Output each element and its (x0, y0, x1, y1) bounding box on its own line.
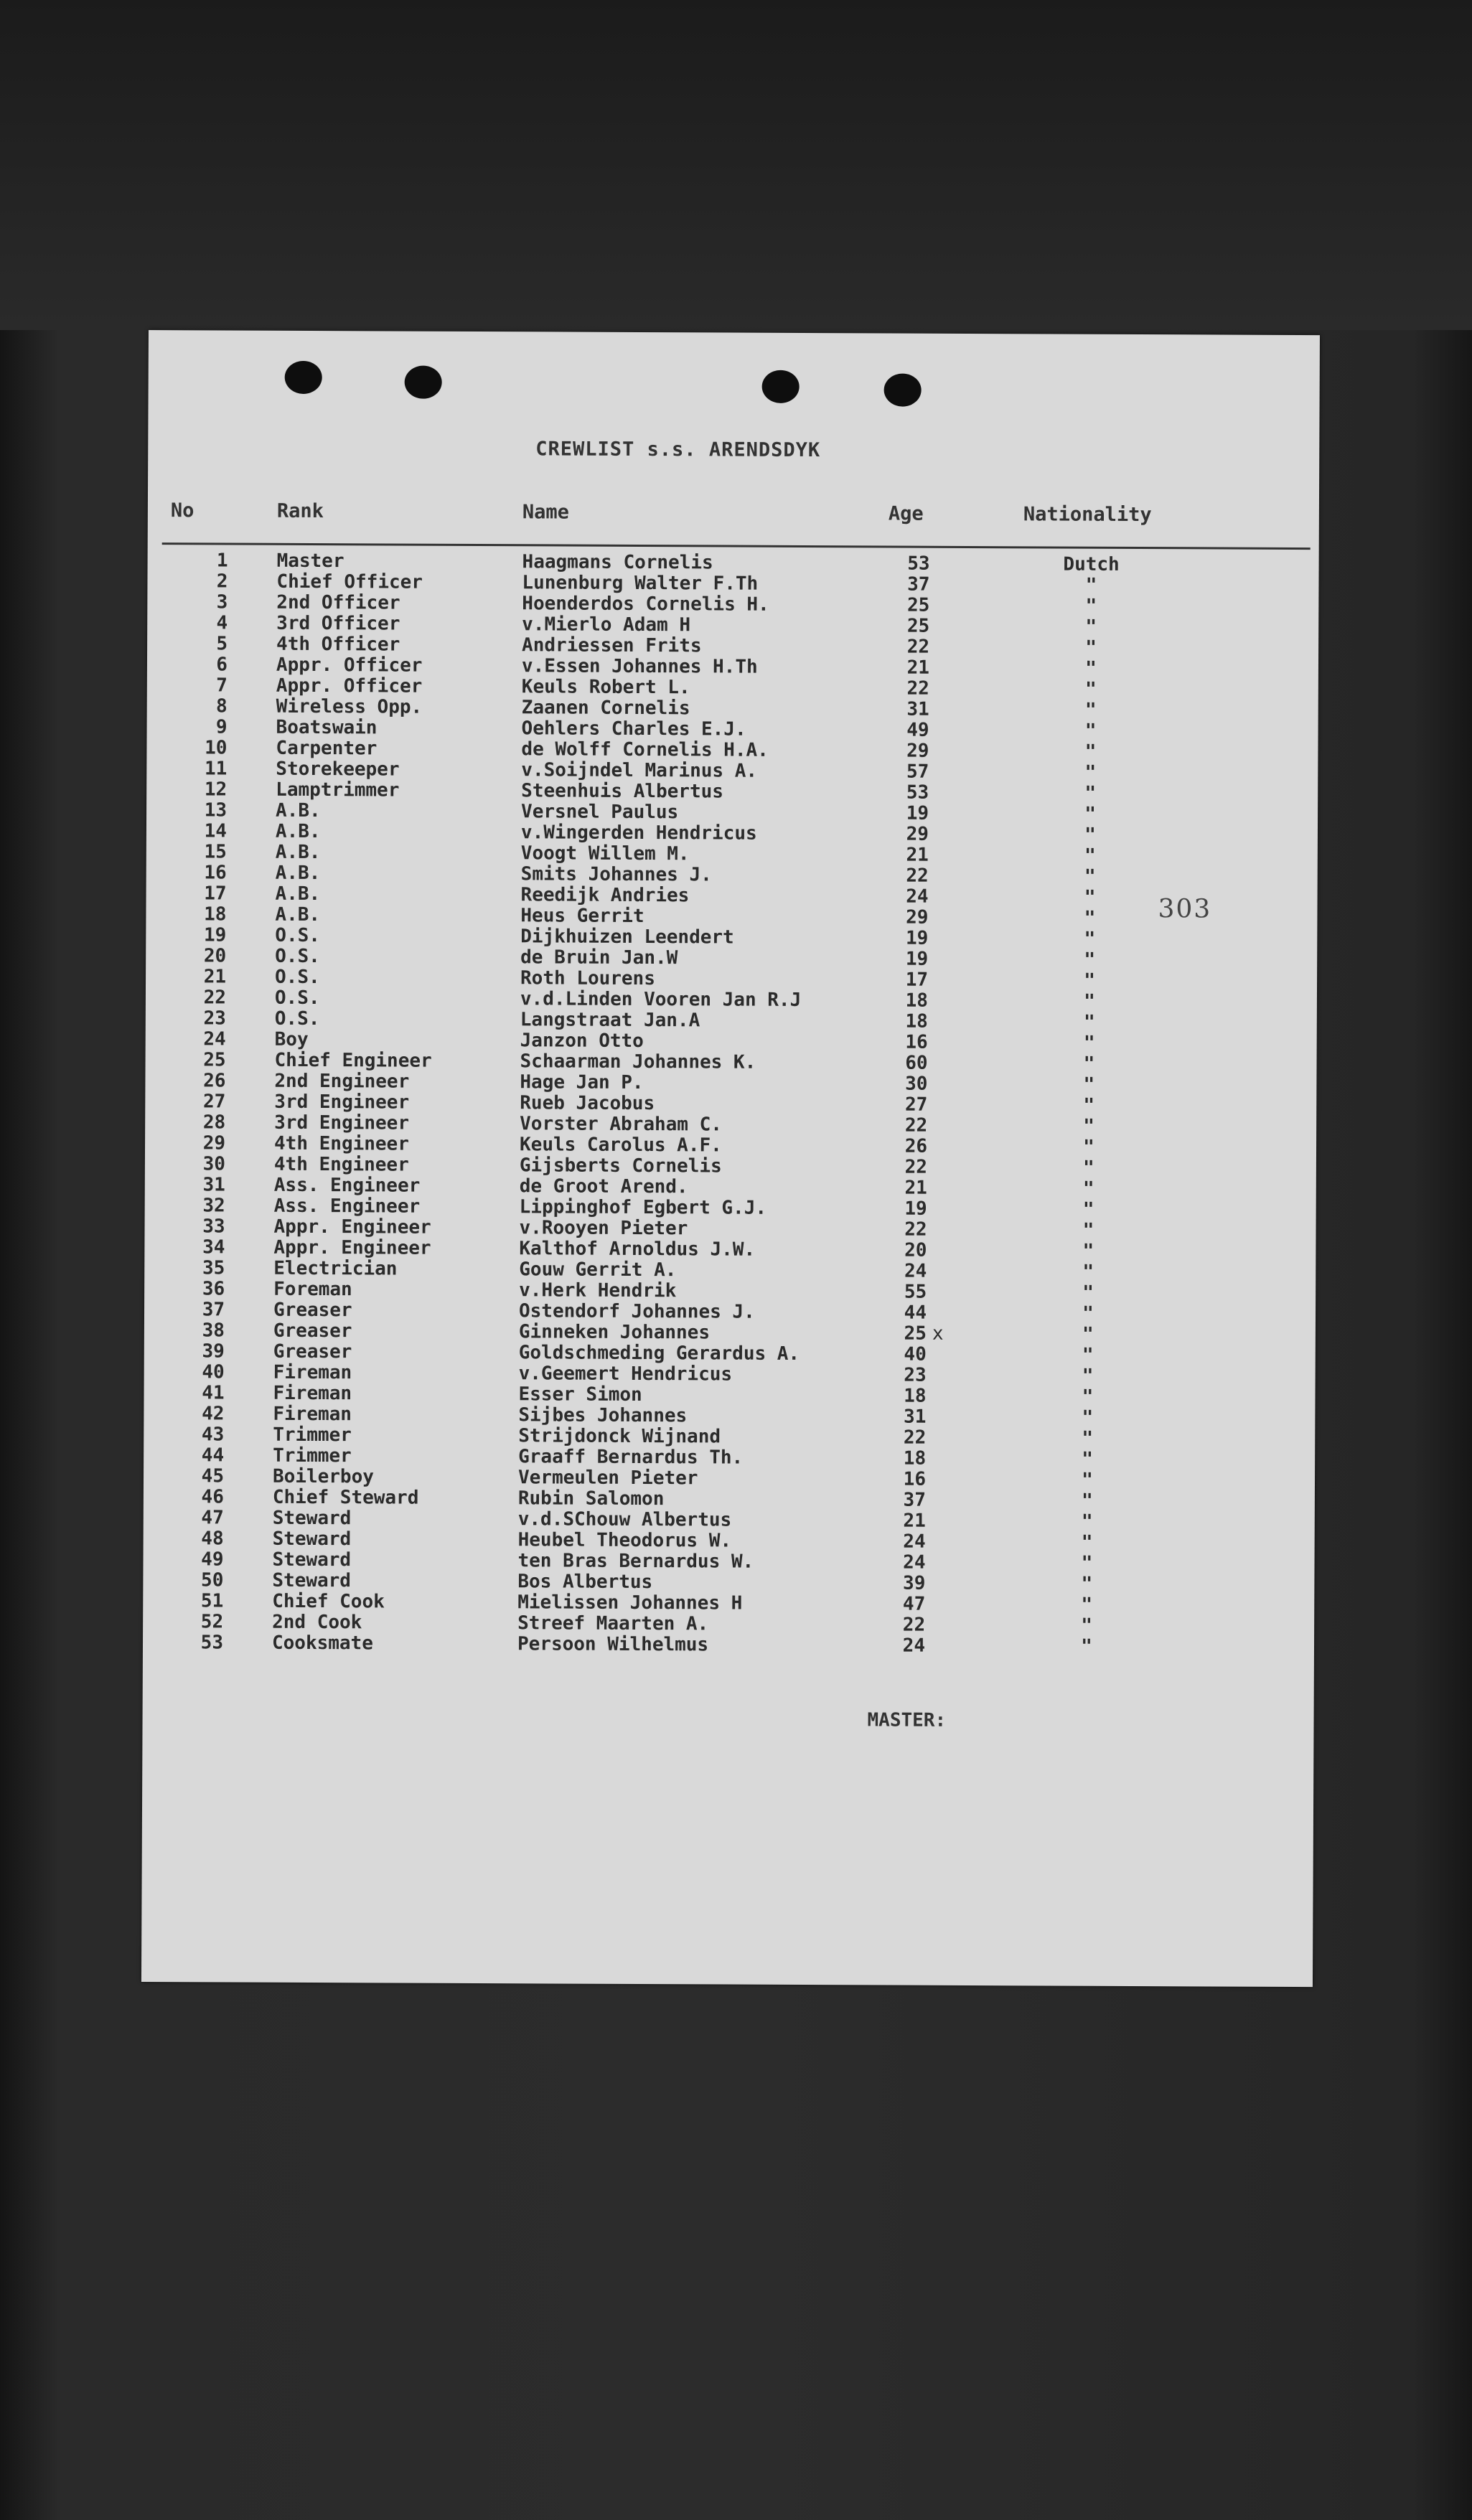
row-age: 22 (904, 1218, 927, 1241)
row-name: Smits Johannes J. (520, 863, 712, 886)
row-nationality: " (1082, 1219, 1094, 1241)
row-age: 53 (906, 781, 929, 804)
row-name: v.Mierlo Adam H (522, 613, 691, 636)
row-nationality: " (1082, 1177, 1094, 1200)
row-age: 29 (906, 823, 929, 845)
row-nationality: " (1082, 1240, 1094, 1262)
row-name: Graaff Bernardus Th. (518, 1446, 744, 1469)
row-age: 40 (904, 1343, 927, 1365)
row-number: 18 (204, 903, 227, 926)
row-rank: Steward (272, 1548, 352, 1571)
row-rank: O.S. (274, 1007, 320, 1030)
row-rank: Steward (272, 1569, 352, 1592)
row-rank: Boilerboy (272, 1465, 374, 1488)
row-nationality: " (1081, 1510, 1093, 1533)
row-rank: Appr. Engineer (273, 1236, 431, 1259)
row-rank: Carpenter (276, 737, 378, 760)
row-age: 19 (904, 1198, 927, 1220)
row-rank: A.B. (275, 883, 321, 906)
row-nationality: " (1083, 1157, 1094, 1179)
row-nationality: " (1084, 845, 1096, 867)
row-number: 47 (201, 1507, 224, 1529)
row-number: 24 (203, 1028, 226, 1050)
row-rank: Master (276, 550, 344, 573)
row-number: 27 (202, 1091, 226, 1113)
row-nationality: " (1082, 1448, 1094, 1470)
row-number: 52 (200, 1611, 224, 1633)
row-age: 49 (906, 719, 929, 741)
row-name: v.Herk Hendrik (519, 1279, 677, 1302)
row-age: 18 (903, 1447, 927, 1470)
row-nationality: " (1081, 1614, 1093, 1637)
row-name: Haagmans Cornelis (522, 551, 713, 574)
row-age: 29 (906, 740, 929, 762)
row-nationality: " (1082, 1198, 1094, 1221)
row-number: 4 (216, 612, 228, 634)
row-age: 21 (906, 844, 929, 866)
row-name: Versnel Paulus (521, 801, 679, 824)
row-name: Lunenburg Walter F.Th (522, 572, 759, 595)
row-nationality: " (1082, 1302, 1094, 1325)
row-rank: Storekeeper (276, 758, 400, 781)
row-age: 22 (906, 677, 929, 700)
row-rank: Greaser (273, 1299, 352, 1322)
row-number: 48 (201, 1528, 224, 1550)
row-age: 18 (904, 1385, 927, 1407)
row-rank: A.B. (275, 903, 321, 926)
row-rank: Wireless Opp. (276, 695, 423, 718)
row-age: 24 (906, 885, 929, 908)
row-name: Ginneken Johannes (518, 1321, 711, 1344)
row-age: 22 (906, 865, 929, 887)
header-no: No (170, 499, 194, 522)
row-age: 20 (904, 1239, 927, 1261)
crew-table (143, 550, 1319, 1658)
row-age: 25 (904, 1322, 927, 1345)
row-number: 45 (201, 1465, 225, 1487)
row-name: de Wolff Cornelis H.A. (521, 738, 769, 761)
row-number: 21 (203, 966, 227, 988)
row-name: Gijsberts Cornelis (519, 1155, 722, 1177)
row-age: 22 (904, 1114, 928, 1137)
row-number: 40 (202, 1361, 225, 1383)
row-age: 16 (905, 1031, 928, 1053)
row-nationality: " (1084, 678, 1097, 700)
row-rank: A.B. (275, 862, 321, 885)
row-number: 29 (202, 1132, 226, 1155)
row-number: 16 (204, 862, 227, 884)
row-nationality: " (1082, 1469, 1093, 1491)
row-rank: O.S. (275, 966, 320, 989)
row-rank: Boy (274, 1028, 309, 1050)
row-rank: A.B. (275, 820, 321, 843)
row-age: 16 (903, 1468, 927, 1490)
row-rank: 3rd Engineer (274, 1111, 410, 1134)
row-name: Voogt Willem M. (520, 842, 690, 865)
row-rank: O.S. (275, 945, 320, 968)
row-age: 24 (903, 1531, 926, 1553)
row-age: 22 (903, 1426, 927, 1449)
row-nationality: " (1083, 1053, 1095, 1075)
row-nationality: " (1084, 928, 1096, 950)
row-nationality: " (1081, 1490, 1093, 1512)
row-rank: 3rd Officer (276, 612, 400, 635)
header-nationality: Nationality (1023, 503, 1152, 527)
row-name: Oehlers Charles E.J. (521, 718, 746, 741)
row-number: 37 (202, 1299, 225, 1321)
row-number: 20 (203, 945, 227, 967)
row-name: v.d.SChouw Albertus (517, 1508, 732, 1531)
row-number: 14 (204, 820, 228, 842)
row-nationality: " (1082, 1427, 1094, 1449)
row-name: de Groot Arend. (519, 1175, 688, 1198)
row-rank: Lamptrimmer (276, 779, 400, 801)
row-rank: Foreman (273, 1278, 352, 1301)
row-number: 41 (202, 1382, 225, 1404)
row-number: 33 (202, 1216, 225, 1238)
row-age: 37 (907, 573, 930, 596)
row-name: Streef Maarten A. (517, 1612, 709, 1635)
row-number: 51 (200, 1590, 224, 1612)
row-name: Schaarman Johannes K. (520, 1050, 756, 1073)
row-nationality: " (1085, 574, 1097, 596)
row-number: 1 (216, 550, 228, 572)
row-number: 34 (202, 1236, 225, 1259)
row-nationality: " (1084, 990, 1095, 1012)
row-nationality: " (1084, 761, 1097, 784)
row-nationality: " (1083, 1136, 1094, 1158)
row-rank: Fireman (273, 1361, 352, 1384)
row-age: 22 (902, 1614, 926, 1636)
row-name: v.Wingerden Hendricus (520, 822, 757, 845)
punch-hole (405, 366, 442, 399)
row-nationality: " (1084, 741, 1097, 763)
row-nationality: " (1085, 595, 1097, 617)
scan-top-shadow (0, 0, 1472, 330)
document-sheet (141, 330, 1320, 1987)
row-age: 21 (904, 1177, 927, 1199)
row-rank: Steward (272, 1528, 352, 1551)
row-name: Keuls Carolus A.F. (519, 1134, 722, 1157)
row-nationality: " (1084, 865, 1096, 888)
row-age: 17 (905, 969, 929, 991)
row-number: 30 (202, 1153, 225, 1175)
row-rank: Trimmer (273, 1444, 352, 1467)
row-number: 17 (204, 883, 227, 905)
row-rank: Greaser (273, 1340, 352, 1363)
row-number: 28 (202, 1111, 226, 1134)
row-age: 21 (906, 657, 930, 679)
row-age: 44 (904, 1302, 927, 1324)
row-nationality: " (1082, 1344, 1094, 1366)
row-rank: Trimmer (273, 1424, 352, 1447)
row-name: Kalthof Arnoldus J.W. (519, 1238, 756, 1261)
row-rank: 3rd Engineer (274, 1091, 410, 1114)
row-name: v.Essen Johannes H.Th (521, 655, 758, 678)
row-number: 10 (205, 737, 228, 759)
row-number: 43 (201, 1424, 225, 1446)
row-rank: Fireman (273, 1403, 352, 1426)
row-nationality: " (1082, 1406, 1094, 1429)
row-nationality: " (1082, 1365, 1094, 1387)
row-name: Keuls Robert L. (521, 676, 690, 699)
row-nationality: Dutch (1063, 553, 1120, 575)
header-rank: Rank (276, 499, 324, 523)
row-name: v.Rooyen Pieter (519, 1217, 688, 1240)
row-name: Lippinghof Egbert G.J. (519, 1196, 767, 1219)
row-number: 11 (204, 758, 228, 780)
row-nationality: " (1085, 636, 1097, 659)
row-number: 5 (216, 633, 228, 655)
row-age: 24 (903, 1551, 926, 1574)
row-number: 12 (204, 779, 228, 801)
row-name: Langstraat Jan.A (520, 1009, 700, 1032)
row-number: 8 (215, 695, 228, 718)
row-number: 6 (216, 654, 228, 676)
row-age: 47 (902, 1593, 926, 1615)
row-nationality: " (1084, 969, 1095, 992)
row-number: 2 (216, 570, 228, 593)
row-name: de Bruin Jan.W (520, 946, 678, 969)
row-rank: Appr. Officer (276, 654, 423, 677)
row-rank: 2nd Engineer (274, 1070, 410, 1093)
punch-hole (285, 361, 322, 394)
page-stamp: 303 (1158, 894, 1212, 924)
row-name: Heubel Theodorus W. (517, 1529, 732, 1552)
row-name: v.Geemert Hendricus (518, 1363, 733, 1386)
row-nationality: " (1084, 949, 1096, 971)
row-age: 22 (906, 636, 930, 658)
row-number: 32 (202, 1195, 225, 1217)
row-number: 38 (202, 1320, 225, 1342)
row-number: 46 (201, 1486, 224, 1508)
punch-hole (762, 370, 800, 403)
row-name: Andriessen Frits (522, 634, 702, 657)
header-name: Name (522, 501, 569, 524)
row-nationality: " (1083, 1094, 1095, 1116)
row-name: Vermeulen Pieter (517, 1467, 698, 1490)
row-rank: Ass. Engineer (273, 1174, 421, 1197)
row-name: Roth Lourens (520, 967, 655, 990)
row-age: 30 (905, 1073, 928, 1095)
row-age: 18 (905, 989, 928, 1012)
row-age: 39 (903, 1572, 926, 1594)
row-nationality: " (1081, 1573, 1093, 1595)
row-age: 21 (903, 1510, 926, 1532)
row-rank: Cooksmate (271, 1632, 373, 1655)
row-number: 53 (200, 1632, 224, 1654)
row-number: 25 (203, 1049, 226, 1071)
row-number: 15 (204, 841, 227, 863)
row-rank: A.B. (276, 799, 321, 822)
row-nationality: " (1084, 907, 1096, 929)
row-nationality: " (1081, 1552, 1093, 1574)
row-age: 19 (905, 948, 929, 970)
row-number: 23 (203, 1007, 226, 1030)
row-age: 29 (906, 906, 929, 928)
row-name: Hoenderdos Cornelis H. (522, 593, 769, 616)
row-number: 7 (216, 674, 228, 697)
row-name: Bos Albertus (517, 1571, 653, 1594)
master-signature-label: MASTER: (867, 1709, 947, 1731)
row-number: 49 (201, 1548, 224, 1571)
row-nationality: " (1084, 782, 1097, 804)
row-rank: 4th Engineer (273, 1132, 409, 1155)
row-name: v.d.Linden Vooren Jan R.J (520, 988, 802, 1011)
row-age: 18 (905, 1010, 928, 1033)
row-age: 19 (905, 927, 929, 949)
row-age: 57 (906, 761, 929, 783)
row-nationality: " (1084, 699, 1097, 721)
row-name: Ostendorf Johannes J. (518, 1300, 755, 1323)
row-number: 13 (204, 799, 228, 822)
row-number: 31 (202, 1174, 225, 1196)
row-rank: Chief Engineer (274, 1049, 432, 1072)
row-name: Heus Gerrit (520, 905, 644, 928)
row-nationality: " (1085, 657, 1097, 680)
row-name: Mielissen Johannes H (517, 1592, 743, 1614)
row-name: Reedijk Andries (520, 884, 690, 907)
row-number: 39 (202, 1340, 225, 1363)
row-number: 22 (203, 987, 227, 1009)
row-nationality: " (1085, 616, 1097, 638)
row-age: 53 (907, 553, 930, 575)
header-age: Age (888, 502, 924, 525)
row-rank: Steward (272, 1507, 352, 1530)
row-age: 25 (906, 615, 930, 637)
row-rank: Boatswain (276, 716, 378, 739)
row-rank: O.S. (274, 987, 320, 1010)
row-age: 25 (906, 594, 930, 616)
row-name: Dijkhuizen Leendert (520, 926, 734, 949)
row-age: 37 (903, 1489, 926, 1511)
row-nationality: " (1083, 1073, 1095, 1096)
row-rank: Electrician (273, 1257, 398, 1280)
row-age: 24 (904, 1260, 927, 1282)
row-rank: Appr. Officer (276, 674, 423, 697)
row-age: 26 (904, 1135, 928, 1157)
row-age: 19 (906, 802, 929, 824)
header-rule (162, 542, 1311, 550)
row-age: 31 (904, 1406, 927, 1428)
row-name: Zaanen Cornelis (521, 697, 690, 720)
row-age: 23 (904, 1364, 927, 1386)
row-name: Steenhuis Albertus (521, 780, 724, 803)
row-rank: A.B. (275, 841, 321, 864)
row-age: 60 (905, 1052, 928, 1074)
row-number: 26 (203, 1070, 226, 1092)
row-age: 31 (906, 698, 929, 720)
row-nationality: " (1082, 1261, 1094, 1283)
row-name: Rubin Salomon (517, 1487, 665, 1510)
row-name: v.Soijndel Marinus A. (521, 759, 758, 782)
row-rank: O.S. (275, 924, 321, 947)
row-rank: Greaser (273, 1320, 352, 1343)
row-name: Gouw Gerrit A. (519, 1259, 677, 1282)
row-number: 44 (201, 1444, 225, 1467)
row-nationality: " (1083, 1032, 1095, 1054)
row-number: 42 (202, 1403, 225, 1425)
table-row (143, 1632, 1314, 1658)
row-age: 55 (904, 1281, 927, 1303)
row-age: 27 (904, 1094, 928, 1116)
row-number: 35 (202, 1257, 225, 1279)
row-nationality: " (1083, 1115, 1095, 1137)
row-nationality: " (1084, 886, 1096, 908)
row-rank: 2nd Officer (276, 591, 400, 614)
row-name: Strijdonck Wijnand (518, 1425, 721, 1448)
row-nationality: " (1081, 1531, 1093, 1553)
row-name: Vorster Abraham C. (520, 1113, 723, 1136)
row-rank: Ass. Engineer (273, 1195, 421, 1218)
row-nationality: " (1081, 1594, 1093, 1616)
row-rank: 2nd Cook (272, 1611, 362, 1634)
row-name: Janzon Otto (520, 1030, 644, 1053)
row-nationality: " (1082, 1323, 1094, 1345)
row-mark: x (932, 1322, 944, 1345)
row-nationality: " (1082, 1386, 1094, 1408)
row-age: 22 (904, 1156, 927, 1178)
row-nationality: " (1084, 803, 1096, 825)
row-nationality: " (1081, 1635, 1092, 1658)
row-nationality: " (1084, 824, 1096, 846)
row-rank: Chief Officer (276, 570, 423, 593)
row-nationality: " (1082, 1282, 1094, 1304)
row-name: Goldschmeding Gerardus A. (518, 1342, 800, 1365)
row-rank: 4th Engineer (273, 1153, 409, 1176)
row-rank: 4th Officer (276, 633, 400, 656)
row-rank: Chief Cook (272, 1590, 385, 1613)
row-number: 19 (203, 924, 227, 946)
row-name: Persoon Wilhelmus (517, 1633, 709, 1656)
row-rank: Fireman (273, 1382, 352, 1405)
row-age: 24 (902, 1635, 926, 1657)
row-name: Rueb Jacobus (520, 1092, 655, 1115)
row-name: Esser Simon (518, 1383, 642, 1406)
document-title: CREWLIST s.s. ARENDSDYK (535, 438, 821, 462)
row-number: 36 (202, 1278, 225, 1300)
punch-hole (884, 373, 922, 406)
row-rank: Appr. Engineer (273, 1216, 431, 1238)
row-number: 3 (216, 591, 228, 613)
row-name: ten Bras Bernardus W. (517, 1550, 754, 1573)
row-name: Hage Jan P. (520, 1071, 644, 1094)
row-number: 9 (215, 716, 228, 738)
row-nationality: " (1084, 720, 1097, 742)
row-nationality: " (1083, 1011, 1095, 1033)
row-name: Sijbes Johannes (518, 1404, 688, 1427)
row-number: 50 (201, 1569, 224, 1592)
row-rank: Chief Steward (272, 1486, 419, 1509)
